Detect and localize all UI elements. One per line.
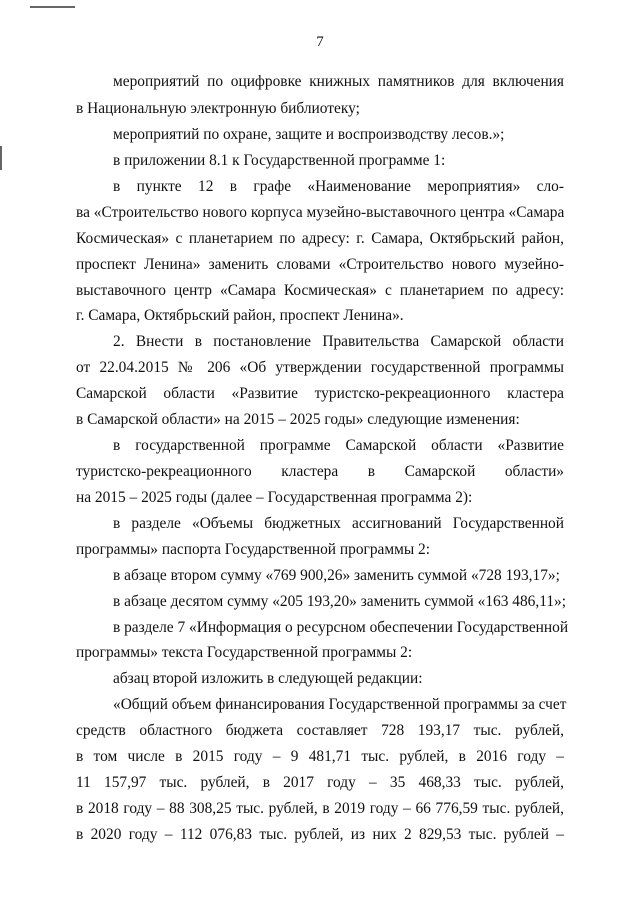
text-line: выставочного центр «Самара Космическая» с планетарием по адресу: [76, 282, 564, 299]
text-line: в Национальную электронную библиотеку; [76, 100, 360, 117]
text-line: туристско-рекреационного кластера в Самарской области» [76, 463, 564, 480]
text-line: Самарской области «Развитие туристско-рекреационного кластера [76, 385, 564, 402]
text-line: программы» текста Государственной программы 2: [76, 644, 413, 661]
text-line: в том числе в 2015 году – 9 481,71 тыс. рублей, в 2016 году – [76, 748, 564, 765]
text-line: мероприятий по охране, защите и воспроизводству лесов.»; [113, 126, 505, 143]
text-line: в приложении 8.1 к Государственной программе 1: [113, 152, 446, 169]
text-line: проспект Ленина» заменить словами «Строительство нового музейно- [76, 256, 564, 273]
text-line: в абзаце десятом сумму «205 193,20» заменить суммой «163 486,11»; [113, 593, 566, 610]
text-line: от 22.04.2015 № 206 «Об утверждении государственной программы [76, 359, 564, 376]
text-line: ва «Строительство нового корпуса музейно-выставочного центра «Самара [76, 204, 565, 221]
text-line: мероприятий по оцифровке книжных памятников для включения [113, 73, 564, 90]
text-line: на 2015 – 2025 годы (далее – Государственная программа 2): [76, 489, 473, 506]
text-line: в 2020 году – 112 076,83 тыс. рублей, из них 2 829,53 тыс. рублей – [76, 826, 564, 843]
text-line: Космическая» с планетарием по адресу: г. Самара, Октябрьский район, [76, 230, 564, 247]
text-line: в Самарской области» на 2015 – 2025 годы» следующие изменения: [76, 411, 520, 428]
text-line: в разделе «Объемы бюджетных ассигнований Государственной [113, 515, 564, 532]
text-line: 2. Внести в постановление Правительства Самарской области [113, 333, 564, 350]
text-line: в 2018 году – 88 308,25 тыс. рублей, в 2019 году – 66 776,59 тыс. рублей, [76, 800, 564, 817]
text-line: в абзаце втором сумму «769 900,26» заменить суммой «728 193,17»; [113, 567, 560, 584]
text-line: в пункте 12 в графе «Наименование мероприятия» сло- [113, 178, 564, 195]
text-line: в разделе 7 «Информация о ресурсном обеспечении Государственной [113, 619, 569, 636]
page-number: 7 [316, 34, 324, 50]
scan-mark-top-left [30, 6, 75, 8]
text-line: в государственной программе Самарской области «Развитие [113, 437, 564, 454]
text-line: «Общий объем финансирования Государственной программы за счет [113, 696, 567, 713]
text-line: средств областного бюджета составляет 728 193,17 тыс. рублей, [76, 722, 564, 739]
scan-mark-left-edge [0, 146, 2, 170]
text-line: абзац второй изложить в следующей редакции: [113, 670, 423, 687]
text-line: программы» паспорта Государственной программы 2: [76, 541, 430, 558]
text-line: г. Самара, Октябрьский район, проспект Ленина». [76, 307, 404, 324]
text-line: 11 157,97 тыс. рублей, в 2017 году – 35 468,33 тыс. рублей, [76, 774, 564, 791]
